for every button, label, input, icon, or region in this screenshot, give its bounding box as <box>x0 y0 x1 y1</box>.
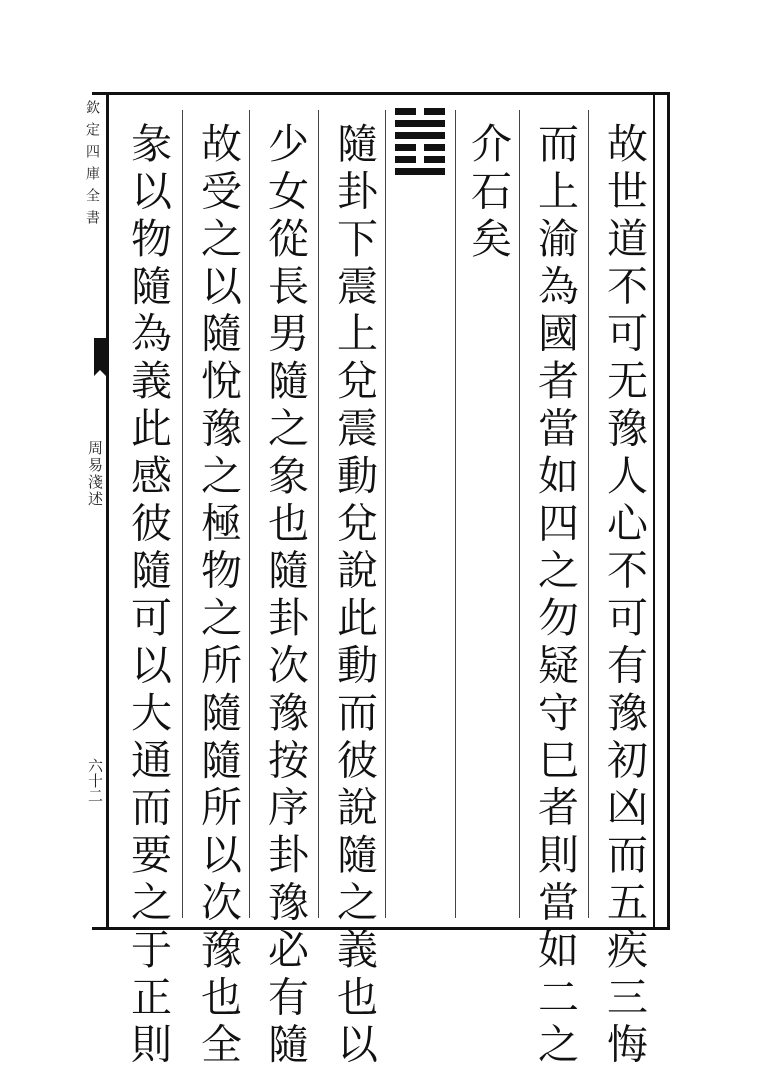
text-column: 而上渝為國者當如四之勿疑守巳者則當如二之 <box>531 122 579 1070</box>
text-column: 介石矣 <box>464 122 512 265</box>
yang-line <box>395 132 445 139</box>
column-rule <box>249 110 250 918</box>
text-column: 彖以物隨為義此感彼隨可以大通而要之于正則 <box>124 122 172 1070</box>
fishtail-mark-icon <box>94 338 106 370</box>
text-column: 故受之以隨悅豫之極物之所隨隨所以次豫也全 <box>194 122 242 1070</box>
margin-page-number: 六十二 <box>86 758 104 803</box>
yin-line <box>395 108 445 115</box>
yin-line <box>395 144 445 151</box>
column-rule <box>182 110 183 918</box>
text-column: 故世道不可无豫人心不可有豫初凶而五疾三悔 <box>600 122 648 1070</box>
margin-book-title: 周易淺述 <box>86 440 104 508</box>
column-rule <box>455 110 456 918</box>
sui-hexagram-icon <box>395 108 445 182</box>
column-rule <box>588 110 589 918</box>
text-column: 少女從長男隨之象也隨卦次豫按序卦豫必有隨 <box>261 122 309 1070</box>
margin-title: 欽定四庫全書 <box>84 100 100 232</box>
yin-line <box>395 156 445 163</box>
column-rule <box>385 110 386 918</box>
column-rule <box>519 110 520 918</box>
column-rule <box>318 110 319 918</box>
yang-line <box>395 168 445 175</box>
yang-line <box>395 120 445 127</box>
text-column: 隨卦下震上兌震動兌說此動而彼說隨之義也以 <box>330 122 378 1070</box>
